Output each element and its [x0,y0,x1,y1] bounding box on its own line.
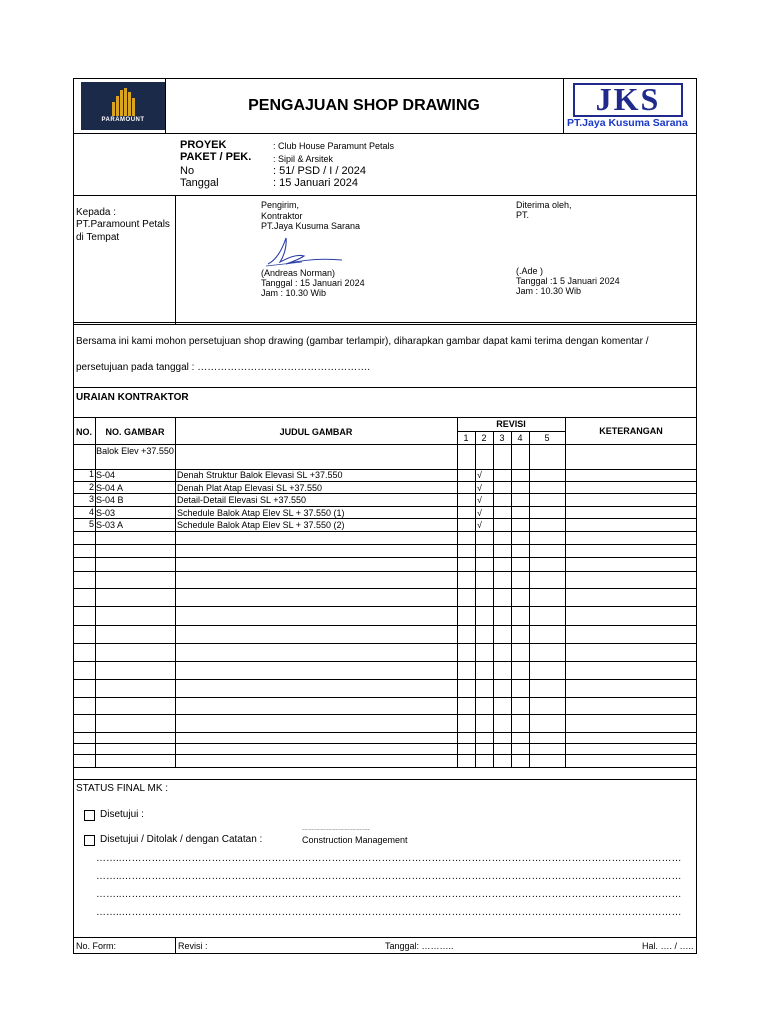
sender-role: Kontraktor [261,211,303,221]
request-text-line2: persetujuan pada tanggal : ……………………………………………. [76,362,370,373]
rev-col-3: 3 [499,433,505,443]
sender-label: Pengirim, [261,200,300,210]
divider [175,937,176,954]
rev-col-4: 4 [517,433,523,443]
grid-line [73,544,697,545]
row-judul: Schedule Balok Atap Elev SL + 37.550 (2) [177,520,345,530]
recipient-company: PT.Paramount Petals [76,219,170,230]
jks-logo [573,83,683,117]
grid-line [457,417,458,767]
row-gambar: S-04 A [96,483,124,493]
col-header-no: NO. [75,427,92,437]
footer-no-form: No. Form: [76,941,117,951]
col-header-judul: JUDUL GAMBAR [279,427,353,437]
grid-line [511,431,512,767]
signature-icon [262,232,352,272]
row-judul: Denah Plat Atap Elevasi SL +37.550 [177,483,323,493]
grid-line [73,767,697,768]
row-check-mark: √ [477,495,482,505]
divider [73,387,697,388]
status-title: STATUS FINAL MK : [76,783,169,794]
sign-dots: ……………………………. [302,826,370,832]
receiver-company: PT. [516,210,530,220]
conditional-checkbox[interactable] [84,835,95,846]
grid-line [73,531,697,532]
receiver-date: Tanggal :1 5 Januari 2024 [516,276,620,286]
note-line: ……..…………………………………………………………………………………………………………………………………………………… [96,907,682,918]
grid-line [73,754,697,755]
grid-line [73,588,697,589]
grid-line [529,431,530,767]
grid-line [73,444,697,445]
footer-hal: Hal. …. / ….. [642,941,694,951]
divider [73,322,697,323]
rev-col-1: 1 [463,433,469,443]
no-value: : 51/ PSD / I / 2024 [273,165,366,177]
recipient-kepada: Kepada : [76,207,117,218]
rev-col-2: 2 [481,433,487,443]
note-line: ……..…………………………………………………………………………………………………………………………………………………… [96,853,682,864]
tanggal-label: Tanggal [180,177,219,189]
proyek-value: : Club House Paramunt Petals [273,141,395,151]
proyek-label: PROYEK [180,139,227,151]
row-no: 3 [88,494,94,504]
row-check-mark: √ [477,470,482,480]
request-text-line1: Bersama ini kami mohon persetujuan shop drawing (gambar terlampir), diharapkan gambar dapat kami terima dengan komentar / [76,336,649,347]
grid-line [73,518,697,519]
conditional-label: Disetujui / Ditolak / dengan Catatan : [100,834,263,845]
approved-label: Disetujui : [100,809,144,820]
row-check-mark: √ [477,508,482,518]
divider [73,324,697,325]
receiver-name: (.Ade ) [516,266,544,276]
jks-logo-text: JKS [595,81,661,117]
group-label: Balok Elev +37.550 [96,446,174,456]
grid-line [73,606,697,607]
row-no: 1 [88,469,94,479]
note-line: ……..…………………………………………………………………………………………………………………………………………………… [96,871,682,882]
row-gambar: S-03 [96,508,116,518]
grid-line [73,481,697,482]
approved-checkbox[interactable] [84,810,95,821]
receiver-label: Diterima oleh, [516,200,572,210]
sender-company: PT.Jaya Kusuma Sarana [261,221,361,231]
footer-tanggal: Tanggal: ……….. [385,941,454,951]
row-gambar: S-04 [96,470,116,480]
grid-line [493,431,494,767]
recipient-location: di Tempat [76,232,120,243]
grid-line [73,469,697,470]
paramount-logo [81,82,165,130]
note-line: ……..…………………………………………………………………………………………………………………………………………………… [96,889,682,900]
section-title: URAIAN KONTRAKTOR [76,392,189,403]
row-gambar: S-03 A [96,520,124,530]
grid-line [73,714,697,715]
row-gambar: S-04 B [96,495,124,505]
form-frame [73,78,697,954]
grid-line [73,697,697,698]
rev-col-5: 5 [544,433,550,443]
grid-line [175,417,176,767]
row-no: 5 [88,519,94,529]
paket-value: : Sipil & Arsitek [273,154,334,164]
footer-revisi: Revisi : [178,941,208,951]
row-no: 2 [88,482,94,492]
divider [73,937,697,938]
sender-name: (Andreas Norman) [261,268,336,278]
row-judul: Detail-Detail Elevasi SL +37.550 [177,495,306,505]
receiver-time: Jam : 10.30 Wib [516,286,582,296]
row-no: 4 [88,507,94,517]
divider [73,417,697,418]
grid-line [73,625,697,626]
grid-line [73,779,697,780]
sender-date: Tanggal : 15 Januari 2024 [261,278,365,288]
grid-line [73,493,697,494]
grid-line [73,732,697,733]
grid-line [73,571,697,572]
tanggal-value: : 15 Januari 2024 [273,177,359,189]
grid-line [73,661,697,662]
col-header-revisi: REVISI [496,419,526,429]
paramount-logo-text: PARAMOUNT [101,117,145,123]
row-check-mark: √ [477,520,482,530]
grid-line [73,557,697,558]
paket-label: PAKET / PEK. [180,151,252,163]
grid-line [73,743,697,744]
divider [73,195,697,196]
sender-time: Jam : 10.30 Wib [261,288,327,298]
divider [175,195,176,324]
no-label: No [180,165,195,177]
row-check-mark: √ [477,483,482,493]
company-name: PT.Jaya Kusuma Sarana [567,117,688,129]
grid-line [95,417,96,767]
col-header-no-gambar: NO. GAMBAR [105,427,165,437]
divider [73,133,697,134]
grid-line [475,431,476,767]
page-title: PENGAJUAN SHOP DRAWING [248,97,480,114]
divider [563,78,564,133]
grid-line [73,506,697,507]
grid-line [565,417,566,767]
col-header-keterangan: KETERANGAN [599,426,663,436]
grid-line [73,643,697,644]
grid-line [73,679,697,680]
row-judul: Denah Struktur Balok Elevasi SL +37.550 [177,470,343,480]
row-judul: Schedule Balok Atap Elev SL + 37.550 (1) [177,508,345,518]
sign-role: Construction Management [302,835,408,845]
